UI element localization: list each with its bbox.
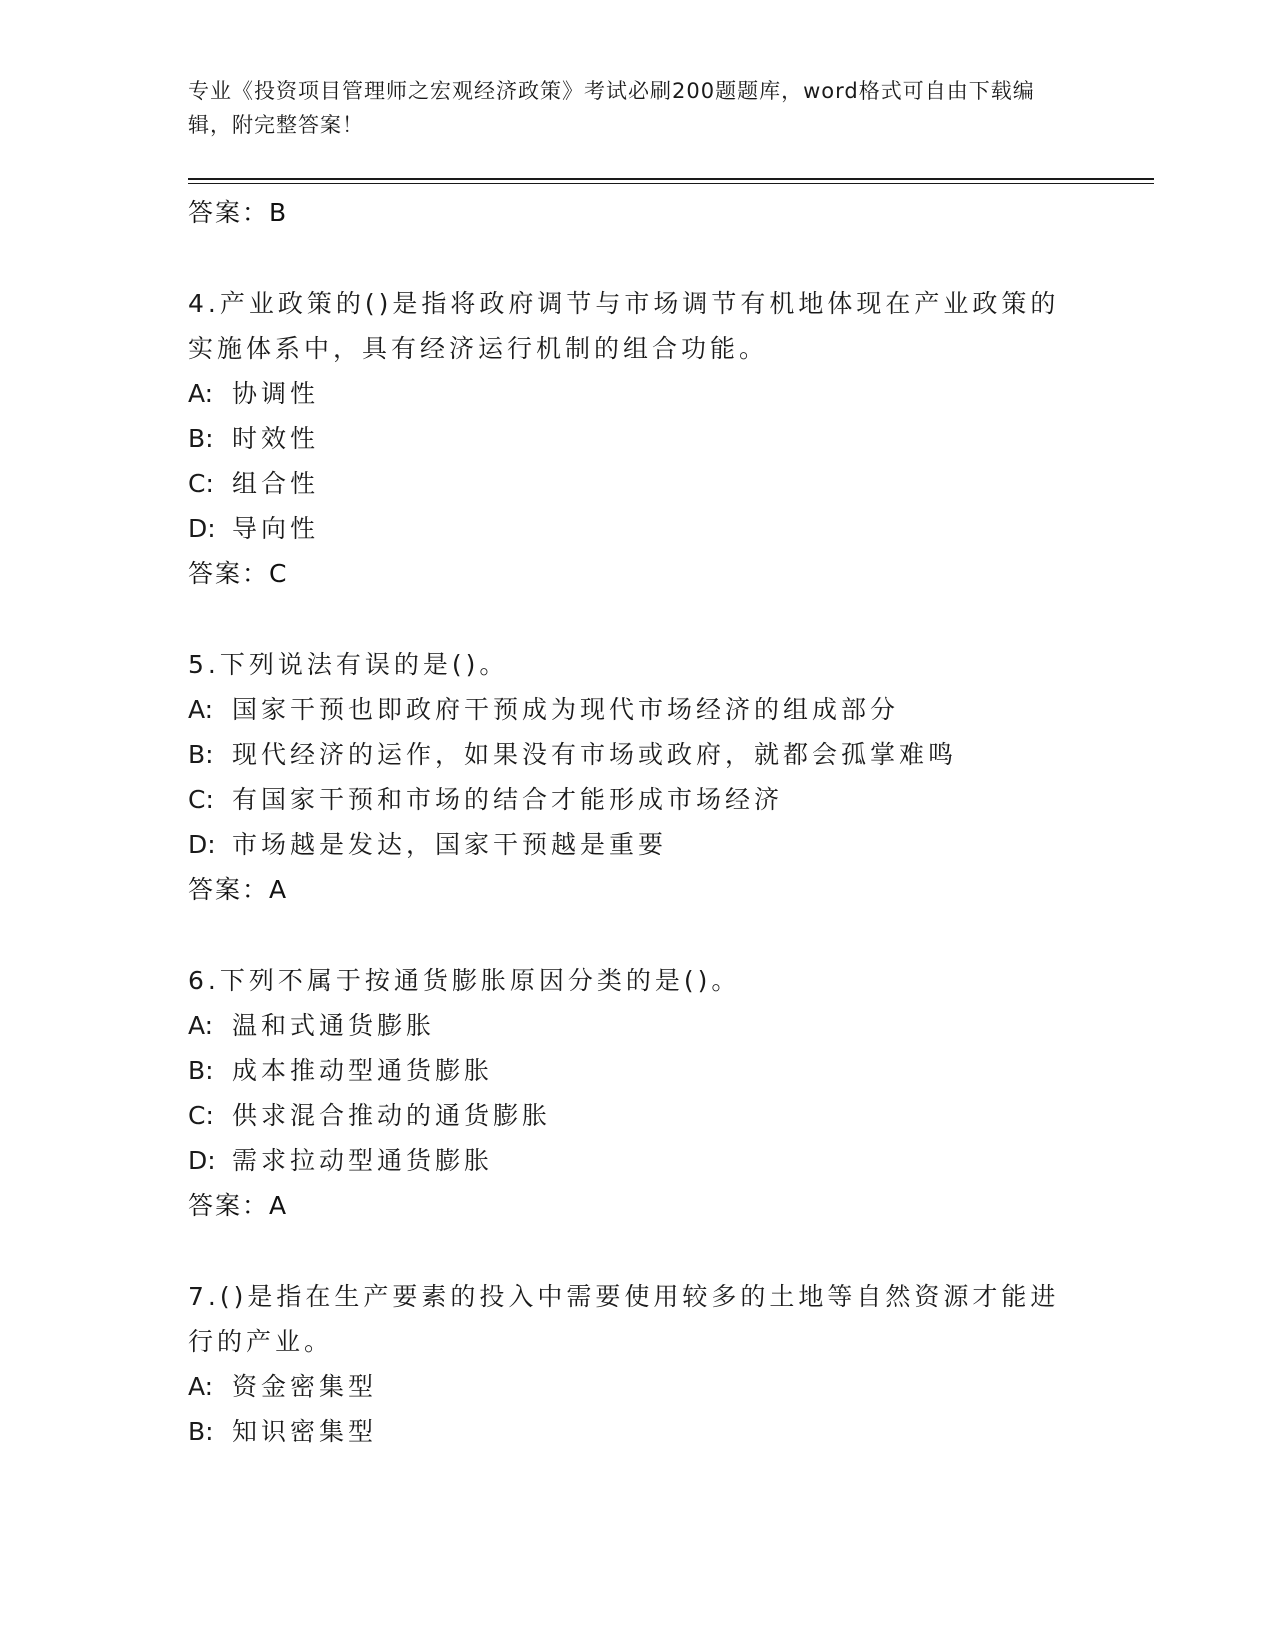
option-letter: D:	[188, 830, 216, 859]
question-block	[188, 642, 1088, 912]
answer-line: 答案：C	[188, 559, 289, 588]
option-item	[188, 1364, 1088, 1409]
question-stem: 4.产业政策的()是指将政府调节与市场调节有机地体现在产业政策的实施体系中，具有经济运行机制的组合功能。	[188, 289, 1060, 363]
option-text: 导向性	[232, 514, 320, 543]
option-item	[188, 1003, 1088, 1048]
option-text: 供求混合推动的通货膨胀	[232, 1101, 552, 1130]
option-item	[188, 506, 1088, 551]
option-text: 资金密集型	[232, 1372, 378, 1401]
option-letter: B:	[188, 1417, 214, 1446]
option-letter: B:	[188, 740, 214, 769]
question-stem: 6.下列不属于按通货膨胀原因分类的是()。	[188, 966, 741, 995]
question-list	[188, 190, 1088, 1454]
option-item	[188, 1048, 1088, 1093]
option-item	[188, 371, 1088, 416]
option-text: 国家干预也即政府干预成为现代市场经济的组成部分	[232, 695, 900, 724]
option-item	[188, 1138, 1088, 1183]
option-letter: D:	[188, 1146, 216, 1175]
option-item	[188, 416, 1088, 461]
option-text: 现代经济的运作，如果没有市场或政府，就都会孤掌难鸣	[232, 740, 958, 769]
option-text: 时效性	[232, 424, 320, 453]
option-text: 知识密集型	[232, 1417, 378, 1446]
header-divider-thin	[188, 183, 1154, 184]
option-item	[188, 687, 1088, 732]
page-header: 专业《投资项目管理师之宏观经济政策》考试必刷200题题库，word格式可自由下载编辑，附完整答案！	[188, 79, 1035, 137]
option-item	[188, 1409, 1088, 1454]
answer-line: 答案：A	[188, 875, 289, 904]
option-text: 有国家干预和市场的结合才能形成市场经济	[232, 785, 784, 814]
answer-line: 答案：B	[188, 198, 289, 227]
option-text: 组合性	[232, 469, 320, 498]
option-item	[188, 777, 1088, 822]
option-letter: A:	[188, 695, 214, 724]
option-letter: A:	[188, 1011, 214, 1040]
option-text: 协调性	[232, 379, 320, 408]
option-letter: C:	[188, 469, 214, 498]
option-letter: B:	[188, 1056, 214, 1085]
header-divider-thick	[188, 178, 1154, 180]
option-item	[188, 1093, 1088, 1138]
option-text: 温和式通货膨胀	[232, 1011, 436, 1040]
option-letter: D:	[188, 514, 216, 543]
option-letter: C:	[188, 785, 214, 814]
question-block	[188, 281, 1088, 596]
option-letter: B:	[188, 424, 214, 453]
option-item	[188, 822, 1088, 867]
option-letter: C:	[188, 1101, 214, 1130]
question-stem: 5.下列说法有误的是()。	[188, 650, 509, 679]
question-stem: 7.()是指在生产要素的投入中需要使用较多的土地等自然资源才能进行的产业。	[188, 1282, 1060, 1356]
question-block	[188, 1274, 1088, 1454]
option-letter: A:	[188, 1372, 214, 1401]
option-text: 需求拉动型通货膨胀	[232, 1146, 494, 1175]
option-item	[188, 461, 1088, 506]
option-text: 市场越是发达，国家干预越是重要	[232, 830, 668, 859]
option-text: 成本推动型通货膨胀	[232, 1056, 494, 1085]
answer-line: 答案：A	[188, 1191, 289, 1220]
option-letter: A:	[188, 379, 214, 408]
question-block	[188, 958, 1088, 1228]
option-item	[188, 732, 1088, 777]
